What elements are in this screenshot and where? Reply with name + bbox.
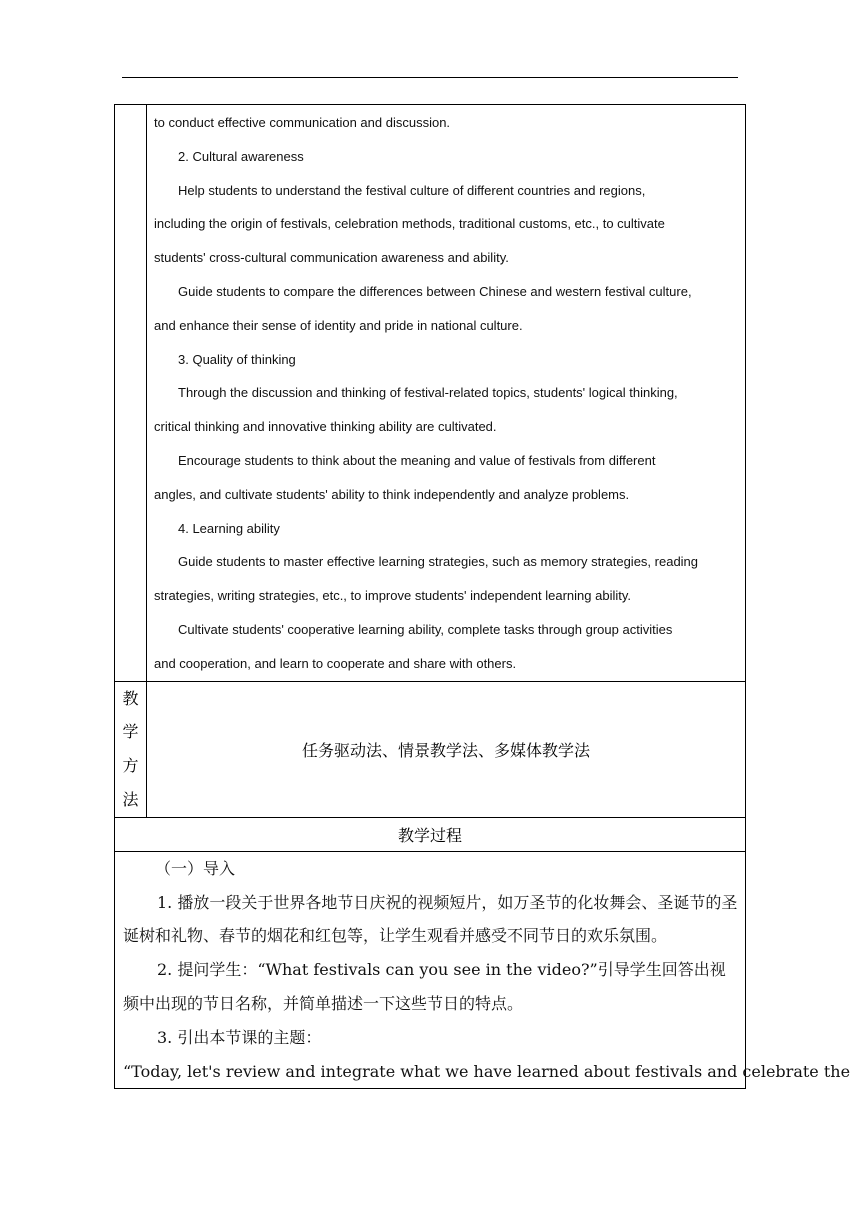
objective-line: and enhance their sense of identity and pride in national culture. (154, 317, 523, 333)
objective-line: critical thinking and innovative thinking ability are cultivated. (154, 419, 497, 435)
objectives-label-cell (115, 105, 147, 682)
process-section-heading: （一）导入 (155, 858, 236, 878)
objective-line: Encourage students to think about the meaning and value of festivals from different (178, 452, 656, 468)
objective-line: Cultivate students' cooperative learning ability, complete tasks through group activities (178, 621, 673, 637)
process-paragraph: 3. 引出本节课的主题： (157, 1027, 322, 1047)
objective-line: including the origin of festivals, celebration methods, traditional customs, etc., to cultivate (154, 216, 665, 232)
process-title-row (115, 817, 746, 851)
method-label (115, 681, 147, 817)
objective-line: Guide students to master effective learning strategies, such as memory strategies, reading (178, 554, 699, 570)
header-rule (122, 77, 738, 78)
method-label-char: 法 (122, 789, 139, 809)
objective-line: Through the discussion and thinking of festival-related topics, students' logical thinking, (178, 385, 678, 401)
objective-line: students' cross-cultural communication awareness and ability. (154, 250, 509, 266)
objective-line: to conduct effective communication and discussion. (154, 115, 451, 130)
objective-heading-quality-of-thinking: 3. Quality of thinking (178, 351, 296, 367)
process-body-row (115, 851, 746, 1089)
method-row (115, 681, 746, 817)
process-title: 教学过程 (115, 817, 746, 851)
lesson-plan-table (114, 104, 851, 1089)
objective-line: and cooperation, and learn to cooperate and share with others. (154, 655, 517, 671)
process-paragraph: 2. 提问学生：“What festivals can you see in the video?”引导学生回答出视频中出现的节日名称，并简单描述一下这些节日的特点。 (123, 960, 726, 1013)
method-label-char: 教 (122, 688, 139, 708)
objective-line: angles, and cultivate students' ability to think independently and analyze problems. (154, 486, 630, 502)
method-content: 任务驱动法、情景教学法、多媒体教学法 (147, 681, 746, 817)
method-label-char: 学 (122, 722, 139, 742)
objective-heading-learning-ability: 4. Learning ability (178, 520, 280, 536)
objective-line: Help students to understand the festival culture of different countries and regions, (178, 182, 646, 198)
process-paragraph: 1. 播放一段关于世界各地节日庆祝的视频短片，如万圣节的化妆舞会、圣诞节的圣诞树和礼物、春节的烟花和红包等，让学生观看并感受不同节日的欢乐氛围。 (123, 892, 738, 946)
objectives-row (115, 105, 746, 682)
process-paragraph: “Today, let's review and integrate what we have learned about festivals and celebrate the (123, 1061, 851, 1081)
process-body (115, 851, 851, 1089)
objective-line: Guide students to compare the differences between Chinese and western festival culture, (178, 283, 692, 299)
method-label-char: 方 (122, 756, 139, 776)
objectives-content (147, 105, 746, 682)
objective-line: strategies, writing strategies, etc., to improve students' independent learning ability. (154, 588, 631, 604)
objective-heading-cultural-awareness: 2. Cultural awareness (178, 148, 304, 164)
